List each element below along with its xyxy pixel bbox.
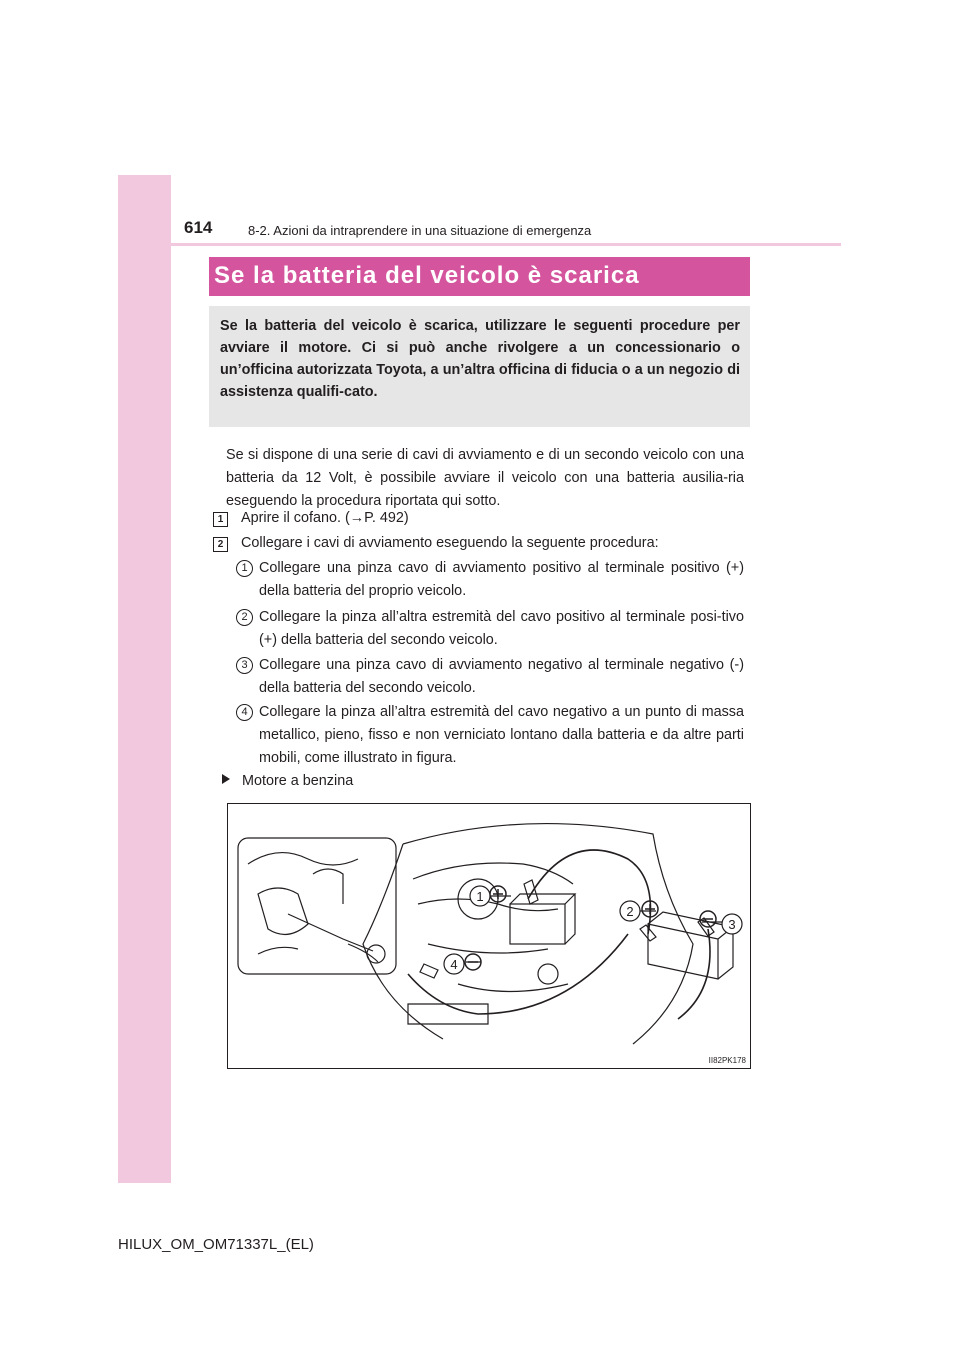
clamp <box>420 964 438 978</box>
figure-label-2: 2 <box>626 904 634 919</box>
negative-cable <box>408 934 628 1014</box>
substep-text: Collegare la pinza all’altra estremità del cavo positivo al terminale posi-tivo (+) della batteria del secondo veicolo. <box>259 609 744 648</box>
vehicle-battery <box>510 904 565 944</box>
substep-number: 3 <box>236 657 253 674</box>
body-paragraph: Se si dispone di una serie di cavi di avviamento e di un secondo veicolo con una batteria da 12 Volt, è possibile avviare il veicolo con una batteria ausilia-ria eseguendo la procedura riportata qui sotto. <box>226 447 744 509</box>
footer-code: HILUX_OM_OM71337L_(EL) <box>118 1236 314 1253</box>
substep-number: 2 <box>236 609 253 626</box>
substep-text: Collegare una pinza cavo di avviamento positivo al terminale positivo (+) della batteria del proprio veicolo. <box>259 560 744 599</box>
substep-number: 4 <box>236 704 253 721</box>
jump-start-illustration <box>227 803 751 1069</box>
positive-cable <box>528 850 651 934</box>
clamp <box>524 880 538 904</box>
step-text: Aprire il cofano. (→P. 492) <box>241 510 409 526</box>
figure-label-4: 4 <box>450 957 458 972</box>
bullet-text: Motore a benzina <box>242 773 354 789</box>
intro-text: Se la batteria del veicolo è scarica, utilizzare le seguenti procedure per avviare il motore. Ci si può anche rivolgere a un concessionario o un’officina autorizzata Toyota, a un’altra officina di fiducia o a un negozio di assistenza qualifi-cato. <box>220 318 740 400</box>
side-tab <box>118 175 171 1183</box>
substep-text: Collegare la pinza all’altra estremità del cavo negativo a un punto di massa metallico, pieno, fisso e non verniciato lontano dalla batteria e da altre parti mobili, come illustrato in figura. <box>259 704 744 766</box>
figure-label-1: 1 <box>476 889 484 904</box>
figure-label-3: 3 <box>728 917 736 932</box>
figure-code: II82PK178 <box>708 1056 746 1065</box>
engine-bay-drawing <box>228 804 750 1068</box>
header-rule <box>171 243 841 246</box>
triangle-bullet-icon <box>222 774 230 784</box>
page-number: 614 <box>184 218 213 237</box>
engine-type-bullet <box>222 770 353 793</box>
step-number: 1 <box>213 512 228 527</box>
substep-number: 1 <box>236 560 253 577</box>
engine-component <box>538 964 558 984</box>
page-title: Se la batteria del veicolo è scarica <box>214 262 640 289</box>
inset-clamp-detail <box>248 853 378 962</box>
step-text: Collegare i cavi di avviamento eseguendo la seguente procedura: <box>241 535 659 551</box>
substep-text: Collegare una pinza cavo di avviamento negativo al terminale negativo (-) della batteria del secondo veicolo. <box>259 657 744 696</box>
section-heading: 8-2. Azioni da intraprendere in una situazione di emergenza <box>248 223 592 238</box>
step-number: 2 <box>213 537 228 552</box>
